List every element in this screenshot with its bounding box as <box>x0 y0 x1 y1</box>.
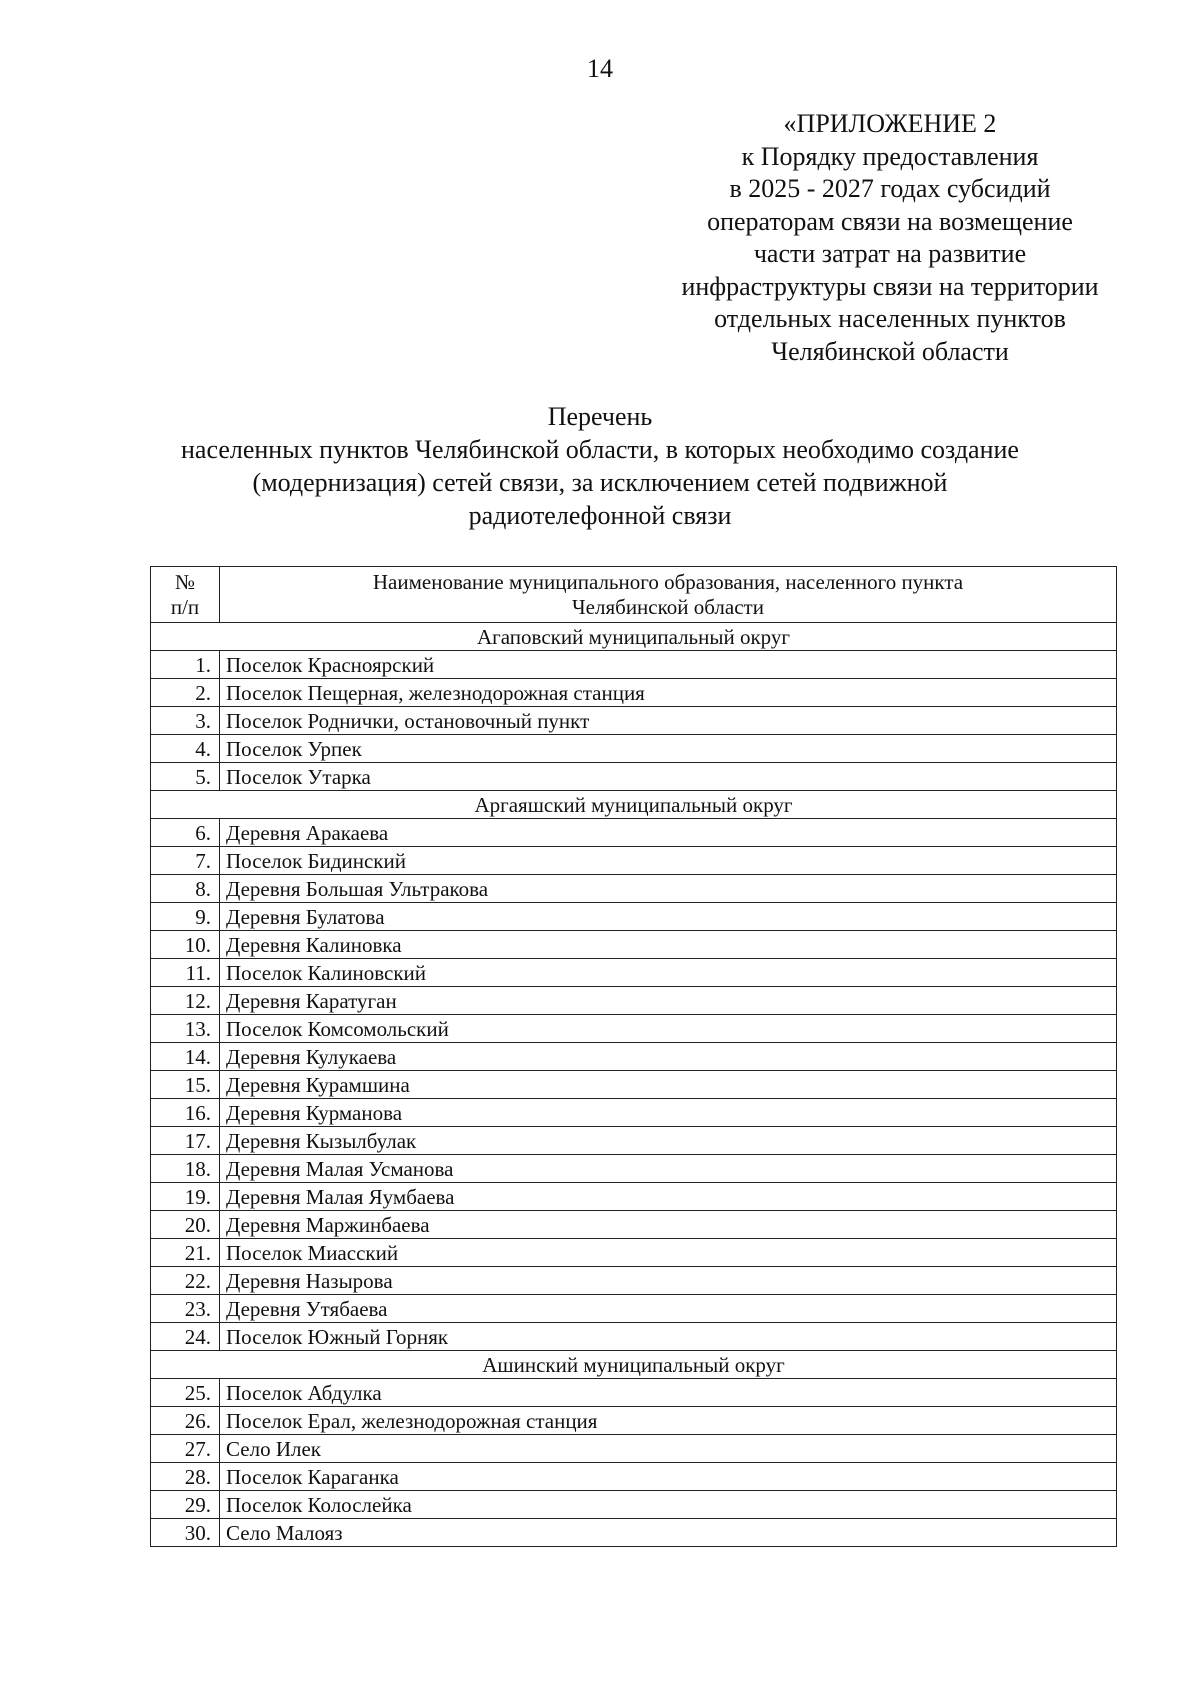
table-row <box>151 651 1117 679</box>
row-number: 23. <box>151 1295 220 1323</box>
appendix-line: к Порядку предоставления <box>741 141 1039 171</box>
table-row <box>151 1323 1117 1351</box>
settlement-name: Деревня Курамшина <box>220 1071 1117 1099</box>
settlement-name: Поселок Караганка <box>220 1463 1117 1491</box>
settlement-name: Село Илек <box>220 1435 1117 1463</box>
table-row <box>151 763 1117 791</box>
table-row <box>151 1435 1117 1463</box>
table-row <box>151 1239 1117 1267</box>
row-number: 26. <box>151 1407 220 1435</box>
settlement-name: Поселок Пещерная, железнодорожная станция <box>220 679 1117 707</box>
row-number: 10. <box>151 931 220 959</box>
settlements-table <box>150 566 1117 1547</box>
settlement-name: Деревня Малая Яумбаева <box>220 1183 1117 1211</box>
settlement-name: Поселок Колослейка <box>220 1491 1117 1519</box>
table-row <box>151 1295 1117 1323</box>
row-number: 30. <box>151 1519 220 1547</box>
settlement-name: Поселок Миасский <box>220 1239 1117 1267</box>
section-name: Ашинский муниципальный округ <box>151 1351 1117 1379</box>
table-row <box>151 1211 1117 1239</box>
row-number: 2. <box>151 679 220 707</box>
section-name: Агаповский муниципальный округ <box>151 623 1117 651</box>
row-number: 19. <box>151 1183 220 1211</box>
table-row <box>151 1043 1117 1071</box>
settlement-name: Деревня Курманова <box>220 1099 1117 1127</box>
table-row <box>151 959 1117 987</box>
table-row <box>151 1099 1117 1127</box>
table-row <box>151 1407 1117 1435</box>
table-row <box>151 735 1117 763</box>
header-name-cell <box>220 567 1117 623</box>
row-number: 8. <box>151 875 220 903</box>
settlement-name: Поселок Ерал, железнодорожная станция <box>220 1407 1117 1435</box>
table-row <box>151 1015 1117 1043</box>
header-num-line: п/п <box>170 595 200 619</box>
table-row <box>151 875 1117 903</box>
page-number: 14 <box>587 54 613 83</box>
table-row <box>151 1491 1117 1519</box>
settlement-name: Поселок Бидинский <box>220 847 1117 875</box>
row-number: 25. <box>151 1379 220 1407</box>
settlement-name: Деревня Назырова <box>220 1267 1117 1295</box>
table-row <box>151 1463 1117 1491</box>
row-number: 9. <box>151 903 220 931</box>
settlement-name: Деревня Калиновка <box>220 931 1117 959</box>
row-number: 17. <box>151 1127 220 1155</box>
settlement-name: Поселок Калиновский <box>220 959 1117 987</box>
settlement-name: Поселок Комсомольский <box>220 1015 1117 1043</box>
appendix-line: части затрат на развитие <box>753 239 1027 268</box>
appendix-line: отдельных населенных пунктов <box>714 304 1066 333</box>
settlement-name: Поселок Утарка <box>220 763 1117 791</box>
table-header-row <box>151 567 1117 623</box>
title-line: радиотелефонной связи <box>468 501 732 530</box>
row-number: 22. <box>151 1267 220 1295</box>
settlement-name: Деревня Большая Ультракова <box>220 875 1117 903</box>
section-header-row <box>151 623 1117 651</box>
settlement-name: Деревня Кызылбулак <box>220 1127 1117 1155</box>
table-row <box>151 679 1117 707</box>
header-name-line: Челябинской области <box>572 595 764 619</box>
appendix-heading <box>660 108 1120 368</box>
row-number: 29. <box>151 1491 220 1519</box>
title-line: Перечень <box>547 402 653 431</box>
table-row <box>151 931 1117 959</box>
row-number: 15. <box>151 1071 220 1099</box>
row-number: 7. <box>151 847 220 875</box>
section-header-row <box>151 1351 1117 1379</box>
appendix-line: «ПРИЛОЖЕНИЕ 2 <box>783 109 997 138</box>
settlement-name: Село Малояз <box>220 1519 1117 1547</box>
settlement-name: Поселок Роднички, остановочный пункт <box>220 707 1117 735</box>
table-body <box>151 567 1117 1547</box>
row-number: 21. <box>151 1239 220 1267</box>
appendix-line: в 2025 - 2027 годах субсидий <box>729 174 1051 203</box>
row-number: 27. <box>151 1435 220 1463</box>
settlement-name: Деревня Аракаева <box>220 819 1117 847</box>
document-title <box>0 400 1200 532</box>
header-name-line: Наименование муниципального образования, населенного пункта <box>372 570 964 594</box>
table-row <box>151 1127 1117 1155</box>
settlement-name: Деревня Булатова <box>220 903 1117 931</box>
settlement-name: Поселок Красноярский <box>220 651 1117 679</box>
settlement-name: Деревня Утябаева <box>220 1295 1117 1323</box>
row-number: 18. <box>151 1155 220 1183</box>
appendix-line: инфраструктуры связи на территории <box>681 271 1099 301</box>
row-number: 14. <box>151 1043 220 1071</box>
row-number: 16. <box>151 1099 220 1127</box>
table-row <box>151 1379 1117 1407</box>
table-row <box>151 987 1117 1015</box>
title-line: населенных пунктов Челябинской области, в которых необходимо создание <box>181 435 1019 464</box>
table-row <box>151 1519 1117 1547</box>
settlement-name: Деревня Маржинбаева <box>220 1211 1117 1239</box>
table-row <box>151 1267 1117 1295</box>
row-number: 3. <box>151 707 220 735</box>
appendix-line: Челябинской области <box>771 336 1009 366</box>
header-num-cell <box>151 567 220 623</box>
row-number: 20. <box>151 1211 220 1239</box>
table-row <box>151 1183 1117 1211</box>
table-row <box>151 1155 1117 1183</box>
settlement-name: Деревня Каратуган <box>220 987 1117 1015</box>
title-line: (модернизация) сетей связи, за исключением сетей подвижной <box>252 468 948 497</box>
row-number: 11. <box>151 959 220 987</box>
section-name: Аргаяшский муниципальный округ <box>151 791 1117 819</box>
settlement-name: Поселок Южный Горняк <box>220 1323 1117 1351</box>
row-number: 6. <box>151 819 220 847</box>
table-row <box>151 847 1117 875</box>
row-number: 24. <box>151 1323 220 1351</box>
table-row <box>151 903 1117 931</box>
table-row <box>151 1071 1117 1099</box>
table-row <box>151 819 1117 847</box>
settlement-name: Поселок Абдулка <box>220 1379 1117 1407</box>
header-num-line: № <box>174 570 196 594</box>
settlement-name: Деревня Малая Усманова <box>220 1155 1117 1183</box>
appendix-line: операторам связи на возмещение <box>707 206 1073 236</box>
row-number: 1. <box>151 651 220 679</box>
row-number: 28. <box>151 1463 220 1491</box>
row-number: 5. <box>151 763 220 791</box>
row-number: 12. <box>151 987 220 1015</box>
section-header-row <box>151 791 1117 819</box>
row-number: 13. <box>151 1015 220 1043</box>
settlement-name: Деревня Кулукаева <box>220 1043 1117 1071</box>
row-number: 4. <box>151 735 220 763</box>
table-row <box>151 707 1117 735</box>
settlement-name: Поселок Урпек <box>220 735 1117 763</box>
